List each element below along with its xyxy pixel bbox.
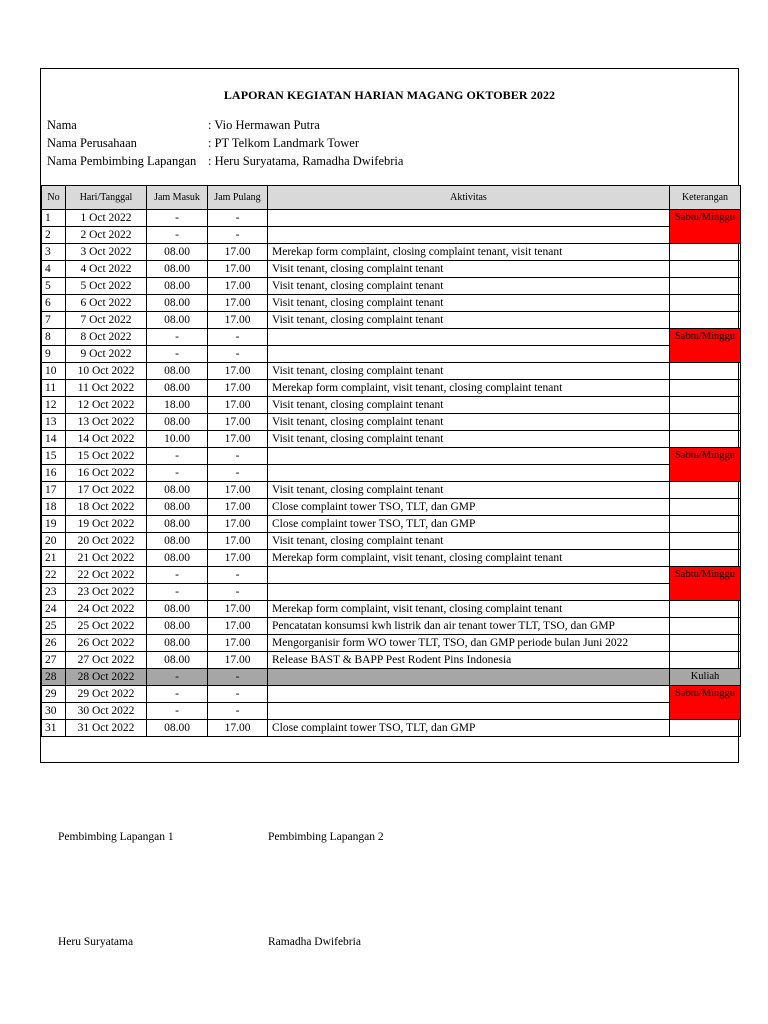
row-date: 27 Oct 2022 — [66, 652, 147, 669]
row-date: 1 Oct 2022 — [66, 210, 147, 227]
row-no: 7 — [42, 312, 66, 329]
row-activity: Visit tenant, closing complaint tenant — [268, 295, 670, 312]
row-date: 13 Oct 2022 — [66, 414, 147, 431]
row-activity — [268, 465, 670, 482]
table-row — [42, 329, 741, 346]
row-no: 27 — [42, 652, 66, 669]
row-note — [670, 601, 741, 618]
row-date: 11 Oct 2022 — [66, 380, 147, 397]
row-activity: Visit tenant, closing complaint tenant — [268, 312, 670, 329]
row-no: 30 — [42, 703, 66, 720]
row-activity — [268, 210, 670, 227]
row-time-in: 08.00 — [147, 278, 208, 295]
row-no: 20 — [42, 533, 66, 550]
signature-label-1: Pembimbing Lapangan 1 — [58, 831, 174, 843]
row-time-out: 17.00 — [208, 516, 268, 533]
table-row — [42, 363, 741, 380]
row-note — [670, 397, 741, 414]
row-note — [670, 295, 741, 312]
row-time-out: 17.00 — [208, 414, 268, 431]
row-date: 9 Oct 2022 — [66, 346, 147, 363]
row-time-out: - — [208, 584, 268, 601]
row-note — [670, 635, 741, 652]
row-date: 31 Oct 2022 — [66, 720, 147, 737]
row-activity: Pencatatan konsumsi kwh listrik dan air tenant tower TLT, TSO, dan GMP — [268, 618, 670, 635]
row-note: Sabtu/Minggu — [670, 448, 741, 482]
table-row — [42, 448, 741, 465]
row-time-in: 08.00 — [147, 533, 208, 550]
row-date: 16 Oct 2022 — [66, 465, 147, 482]
row-time-in: 08.00 — [147, 312, 208, 329]
row-date: 25 Oct 2022 — [66, 618, 147, 635]
row-date: 30 Oct 2022 — [66, 703, 147, 720]
row-time-in: - — [147, 584, 208, 601]
table-row — [42, 312, 741, 329]
row-date: 22 Oct 2022 — [66, 567, 147, 584]
row-no: 9 — [42, 346, 66, 363]
row-time-out: 17.00 — [208, 618, 268, 635]
table-row — [42, 499, 741, 516]
row-time-out: 17.00 — [208, 652, 268, 669]
row-time-out: - — [208, 346, 268, 363]
row-date: 17 Oct 2022 — [66, 482, 147, 499]
header-activity: Aktivitas — [268, 186, 670, 210]
row-date: 18 Oct 2022 — [66, 499, 147, 516]
row-time-in: 08.00 — [147, 295, 208, 312]
table-row — [42, 210, 741, 227]
row-note: Sabtu/Minggu — [670, 567, 741, 601]
row-time-in: 08.00 — [147, 380, 208, 397]
row-time-out: 17.00 — [208, 499, 268, 516]
row-no: 15 — [42, 448, 66, 465]
table-header-row — [42, 186, 741, 210]
row-date: 14 Oct 2022 — [66, 431, 147, 448]
row-note: Sabtu/Minggu — [670, 329, 741, 363]
table-row — [42, 295, 741, 312]
row-no: 2 — [42, 227, 66, 244]
report-title: LAPORAN KEGIATAN HARIAN MAGANG OKTOBER 2022 — [223, 88, 556, 102]
supervisor-label: Nama Pembimbing Lapangan — [47, 154, 197, 168]
table-row — [42, 669, 741, 686]
row-time-in: 10.00 — [147, 431, 208, 448]
row-time-in: - — [147, 210, 208, 227]
row-date: 7 Oct 2022 — [66, 312, 147, 329]
row-activity — [268, 448, 670, 465]
row-activity — [268, 567, 670, 584]
table-row — [42, 652, 741, 669]
company-value: : PT Telkom Landmark Tower — [208, 136, 359, 151]
row-note — [670, 618, 741, 635]
row-no: 28 — [42, 669, 66, 686]
row-note: Sabtu/Minggu — [670, 210, 741, 244]
row-time-out: 17.00 — [208, 635, 268, 652]
row-time-out: - — [208, 210, 268, 227]
row-activity: Visit tenant, closing complaint tenant — [268, 533, 670, 550]
row-time-out: 17.00 — [208, 380, 268, 397]
row-time-in: 08.00 — [147, 261, 208, 278]
row-time-out: - — [208, 686, 268, 703]
row-time-in: 08.00 — [147, 720, 208, 737]
row-time-out: 17.00 — [208, 295, 268, 312]
table-row — [42, 465, 741, 482]
row-time-out: 17.00 — [208, 482, 268, 499]
row-note: Sabtu/Minggu — [670, 686, 741, 720]
table-row — [42, 533, 741, 550]
row-date: 5 Oct 2022 — [66, 278, 147, 295]
row-time-out: 17.00 — [208, 431, 268, 448]
row-date: 3 Oct 2022 — [66, 244, 147, 261]
table-row — [42, 686, 741, 703]
row-no: 19 — [42, 516, 66, 533]
row-activity: Visit tenant, closing complaint tenant — [268, 278, 670, 295]
row-no: 25 — [42, 618, 66, 635]
table-row — [42, 431, 741, 448]
row-time-in: 08.00 — [147, 635, 208, 652]
row-note — [670, 312, 741, 329]
report-sheet — [40, 68, 739, 763]
row-time-out: 17.00 — [208, 278, 268, 295]
row-note — [670, 244, 741, 261]
table-row — [42, 244, 741, 261]
row-time-out: - — [208, 227, 268, 244]
table-row — [42, 397, 741, 414]
row-activity: Close complaint tower TSO, TLT, dan GMP — [268, 499, 670, 516]
row-activity: Visit tenant, closing complaint tenant — [268, 431, 670, 448]
row-time-in: 08.00 — [147, 516, 208, 533]
row-note — [670, 482, 741, 499]
signature-name-1: Heru Suryatama — [58, 936, 134, 948]
row-date: 19 Oct 2022 — [66, 516, 147, 533]
table-row — [42, 346, 741, 363]
table-row — [42, 380, 741, 397]
table-row — [42, 261, 741, 278]
row-activity — [268, 669, 670, 686]
table-row — [42, 618, 741, 635]
activity-table — [41, 185, 741, 737]
row-note — [670, 431, 741, 448]
row-activity — [268, 346, 670, 363]
row-no: 24 — [42, 601, 66, 618]
row-date: 4 Oct 2022 — [66, 261, 147, 278]
name-value: : Vio Hermawan Putra — [208, 118, 320, 133]
row-time-in: 08.00 — [147, 244, 208, 261]
row-date: 28 Oct 2022 — [66, 669, 147, 686]
row-time-out: - — [208, 703, 268, 720]
row-time-out: 17.00 — [208, 363, 268, 380]
row-time-in: 08.00 — [147, 601, 208, 618]
row-time-in: 08.00 — [147, 652, 208, 669]
row-time-in: 08.00 — [147, 414, 208, 431]
row-time-in: - — [147, 686, 208, 703]
table-row — [42, 550, 741, 567]
row-activity: Merekap form complaint, visit tenant, closing complaint tenant — [268, 380, 670, 397]
row-date: 8 Oct 2022 — [66, 329, 147, 346]
table-row — [42, 567, 741, 584]
row-no: 18 — [42, 499, 66, 516]
row-time-in: - — [147, 703, 208, 720]
row-time-in: 08.00 — [147, 482, 208, 499]
row-time-in: - — [147, 567, 208, 584]
row-no: 11 — [42, 380, 66, 397]
row-note — [670, 414, 741, 431]
row-time-out: 17.00 — [208, 533, 268, 550]
row-date: 26 Oct 2022 — [66, 635, 147, 652]
row-time-in: - — [147, 465, 208, 482]
row-time-in: - — [147, 346, 208, 363]
row-note — [670, 652, 741, 669]
table-body — [42, 210, 741, 737]
row-time-in: 08.00 — [147, 550, 208, 567]
row-activity: Close complaint tower TSO, TLT, dan GMP — [268, 720, 670, 737]
row-time-in: 18.00 — [147, 397, 208, 414]
row-time-in: 08.00 — [147, 363, 208, 380]
table-row — [42, 227, 741, 244]
row-no: 13 — [42, 414, 66, 431]
row-no: 29 — [42, 686, 66, 703]
row-no: 22 — [42, 567, 66, 584]
row-no: 23 — [42, 584, 66, 601]
row-note — [670, 720, 741, 737]
row-date: 24 Oct 2022 — [66, 601, 147, 618]
table-row — [42, 414, 741, 431]
row-activity: Merekap form complaint, visit tenant, closing complaint tenant — [268, 601, 670, 618]
header-date: Hari/Tanggal — [66, 186, 147, 210]
row-activity — [268, 584, 670, 601]
row-date: 12 Oct 2022 — [66, 397, 147, 414]
company-label: Nama Perusahaan — [47, 136, 137, 150]
row-time-in: 08.00 — [147, 618, 208, 635]
row-no: 5 — [42, 278, 66, 295]
row-time-in: - — [147, 448, 208, 465]
row-date: 2 Oct 2022 — [66, 227, 147, 244]
row-date: 10 Oct 2022 — [66, 363, 147, 380]
row-activity — [268, 227, 670, 244]
row-no: 4 — [42, 261, 66, 278]
row-note — [670, 261, 741, 278]
row-activity: Visit tenant, closing complaint tenant — [268, 397, 670, 414]
row-no: 31 — [42, 720, 66, 737]
row-note — [670, 278, 741, 295]
row-time-out: 17.00 — [208, 244, 268, 261]
header-note: Keterangan — [670, 186, 741, 210]
row-date: 15 Oct 2022 — [66, 448, 147, 465]
row-time-out: - — [208, 329, 268, 346]
signature-label-2: Pembimbing Lapangan 2 — [268, 831, 384, 843]
row-activity: Close complaint tower TSO, TLT, dan GMP — [268, 516, 670, 533]
table-row — [42, 584, 741, 601]
row-note — [670, 499, 741, 516]
row-time-in: - — [147, 669, 208, 686]
table-row — [42, 601, 741, 618]
header-no: No — [42, 186, 66, 210]
row-no: 8 — [42, 329, 66, 346]
table-row — [42, 720, 741, 737]
row-no: 3 — [42, 244, 66, 261]
row-time-out: - — [208, 567, 268, 584]
table-row — [42, 703, 741, 720]
row-time-out: - — [208, 669, 268, 686]
row-no: 12 — [42, 397, 66, 414]
row-time-out: 17.00 — [208, 550, 268, 567]
row-date: 29 Oct 2022 — [66, 686, 147, 703]
row-activity: Visit tenant, closing complaint tenant — [268, 482, 670, 499]
supervisor-value: : Heru Suryatama, Ramadha Dwifebria — [208, 154, 403, 169]
row-activity — [268, 703, 670, 720]
row-activity — [268, 329, 670, 346]
row-note — [670, 380, 741, 397]
row-time-in: - — [147, 329, 208, 346]
row-no: 14 — [42, 431, 66, 448]
row-time-out: 17.00 — [208, 720, 268, 737]
row-no: 16 — [42, 465, 66, 482]
row-note — [670, 363, 741, 380]
header-time-out: Jam Pulang — [208, 186, 268, 210]
row-note — [670, 550, 741, 567]
row-activity: Release BAST & BAPP Pest Rodent Pins Indonesia — [268, 652, 670, 669]
signature-name-2: Ramadha Dwifebria — [268, 936, 361, 948]
row-time-out: 17.00 — [208, 397, 268, 414]
row-note — [670, 516, 741, 533]
table-row — [42, 482, 741, 499]
row-date: 20 Oct 2022 — [66, 533, 147, 550]
row-time-out: 17.00 — [208, 261, 268, 278]
row-no: 1 — [42, 210, 66, 227]
row-no: 6 — [42, 295, 66, 312]
row-time-in: 08.00 — [147, 499, 208, 516]
row-time-out: 17.00 — [208, 312, 268, 329]
row-no: 10 — [42, 363, 66, 380]
row-date: 23 Oct 2022 — [66, 584, 147, 601]
row-activity: Merekap form complaint, closing complaint tenant, visit tenant — [268, 244, 670, 261]
row-date: 21 Oct 2022 — [66, 550, 147, 567]
name-label: Nama — [47, 118, 77, 132]
row-note: Kuliah — [670, 669, 741, 686]
row-time-in: - — [147, 227, 208, 244]
row-activity — [268, 686, 670, 703]
row-time-out: - — [208, 465, 268, 482]
row-activity: Visit tenant, closing complaint tenant — [268, 261, 670, 278]
row-note — [670, 533, 741, 550]
row-no: 26 — [42, 635, 66, 652]
row-date: 6 Oct 2022 — [66, 295, 147, 312]
row-time-out: 17.00 — [208, 601, 268, 618]
row-no: 21 — [42, 550, 66, 567]
table-row — [42, 516, 741, 533]
row-activity: Visit tenant, closing complaint tenant — [268, 414, 670, 431]
row-time-out: - — [208, 448, 268, 465]
header-time-in: Jam Masuk — [147, 186, 208, 210]
row-activity: Merekap form complaint, visit tenant, closing complaint tenant — [268, 550, 670, 567]
row-activity: Mengorganisir form WO tower TLT, TSO, dan GMP periode bulan Juni 2022 — [268, 635, 670, 652]
row-activity: Visit tenant, closing complaint tenant — [268, 363, 670, 380]
table-row — [42, 635, 741, 652]
table-row — [42, 278, 741, 295]
row-no: 17 — [42, 482, 66, 499]
